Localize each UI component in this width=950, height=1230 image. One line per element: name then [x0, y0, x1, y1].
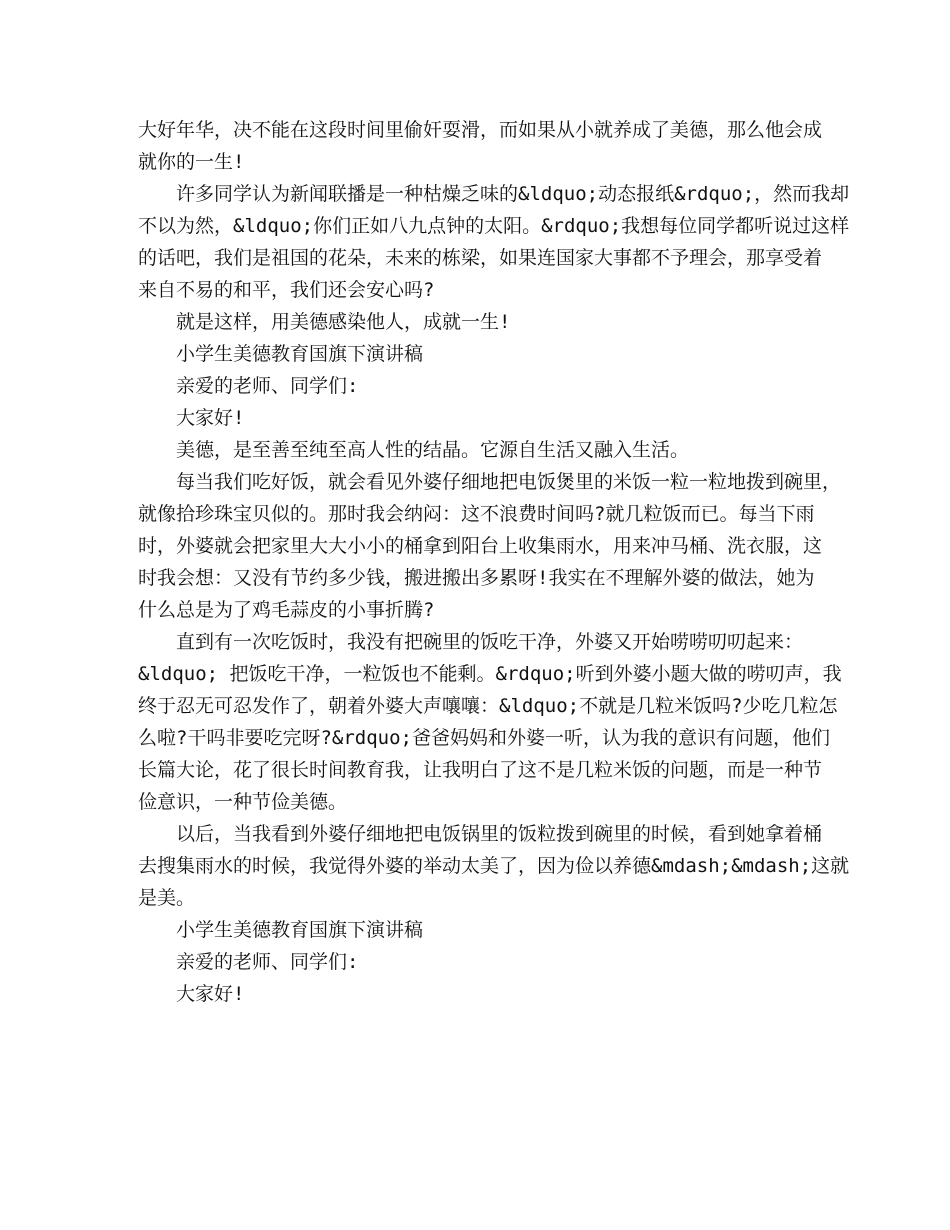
text-line: 来自不易的和平，我们还会安心吗?: [138, 279, 435, 301]
text-line: 么啦?干吗非要吃完呀?&rdquo;爸爸妈妈和外婆一听，认为我的意识有问题，他们: [138, 727, 830, 749]
greeting: 大家好!: [176, 983, 245, 1005]
text-line: 就你的一生!: [138, 151, 245, 173]
document-body: [138, 114, 850, 1010]
speech-title: 小学生美德教育国旗下演讲稿: [176, 343, 424, 365]
text-line: 俭意识，一种节俭美德。: [138, 791, 348, 813]
paragraph-start: 以后，当我看到外婆仔细地把电饭锅里的饭粒拨到碗里的时候，看到她拿着桶: [176, 823, 823, 845]
text-line: 什么总是为了鸡毛蒜皮的小事折腾?: [138, 599, 435, 621]
speech-title: 小学生美德教育国旗下演讲稿: [176, 919, 424, 941]
paragraph-start: 每当我们吃好饭，就会看见外婆仔细地把电饭煲里的米饭一粒一粒地拨到碗里，: [176, 471, 842, 493]
paragraph-start: 就是这样，用美德感染他人，成就一生!: [176, 311, 511, 333]
text-line: 大好年华，决不能在这段时间里偷奸耍滑，而如果从小就养成了美德，那么他会成: [138, 119, 823, 141]
text-line: 去搜集雨水的时候，我觉得外婆的举动太美了，因为俭以养德&mdash;&mdash;这就: [138, 855, 850, 877]
paragraph-start: 直到有一次吃饭时，我没有把碗里的饭吃干净，外婆又开始唠唠叨叨起来：: [176, 631, 804, 653]
text-line: 是美。: [138, 887, 196, 909]
salutation: 亲爱的老师、同学们:: [176, 951, 359, 973]
text-line: 的话吧，我们是祖国的花朵，未来的栋梁，如果连国家大事都不予理会，那享受着: [138, 247, 823, 269]
paragraph-start: 许多同学认为新闻联播是一种枯燥乏味的&ldquo;动态报纸&rdquo;，然而我却: [176, 183, 850, 205]
text-line: 不以为然，&ldquo;你们正如八九点钟的太阳。&rdquo;我想每位同学都听说过这样: [138, 215, 850, 237]
salutation: 亲爱的老师、同学们:: [176, 375, 359, 397]
paragraph-start: 美德，是至善至纯至高人性的结晶。它源自生活又融入生活。: [176, 439, 690, 461]
text-line: &ldquo; 把饭吃干净，一粒饭也不能剩。&rdquo;听到外婆小题大做的唠叨声，我: [138, 663, 842, 685]
text-line: 终于忍无可忍发作了，朝着外婆大声嚷嚷：&ldquo;不就是几粒米饭吗?少吃几粒怎: [138, 695, 838, 717]
greeting: 大家好!: [176, 407, 245, 429]
text-line: 时，外婆就会把家里大大小小的桶拿到阳台上收集雨水，用来冲马桶、洗衣服，这: [138, 535, 823, 557]
text-line: 时我会想：又没有节约多少钱，搬进搬出多累呀!我实在不理解外婆的做法，她为: [138, 567, 815, 589]
text-line: 长篇大论，花了很长时间教育我，让我明白了这不是几粒米饭的问题，而是一种节: [138, 759, 823, 781]
text-line: 就像拾珍珠宝贝似的。那时我会纳闷：这不浪费时间吗?就几粒饭而已。每当下雨: [138, 503, 815, 525]
